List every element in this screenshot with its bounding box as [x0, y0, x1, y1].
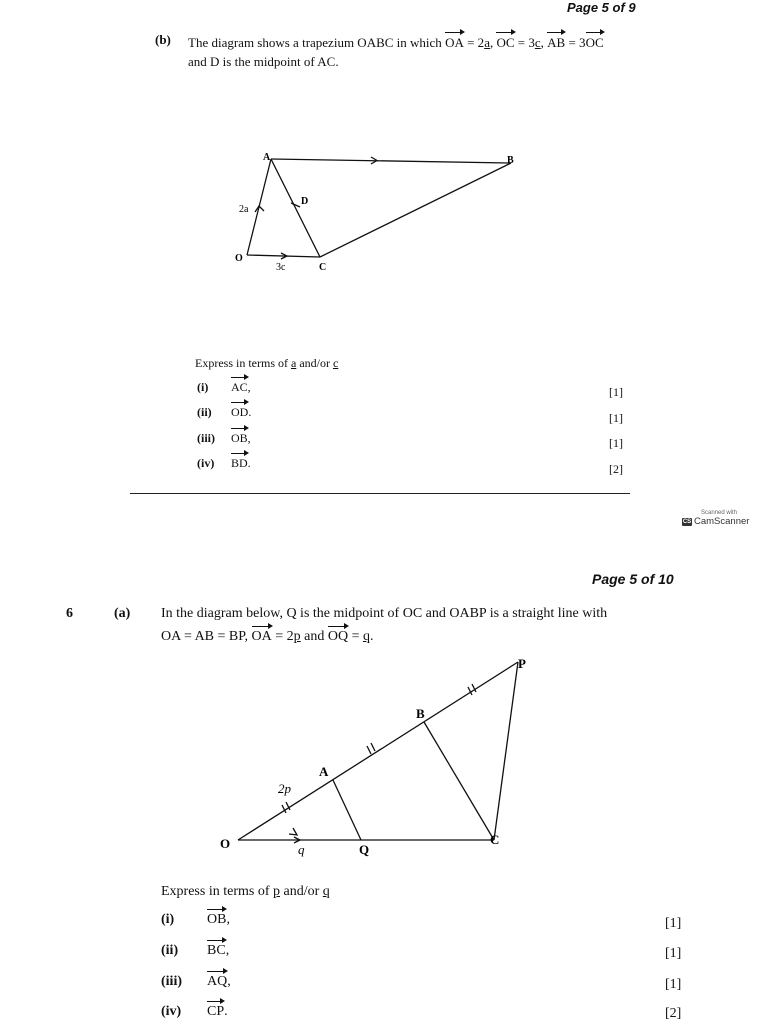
label-3c: 3c: [276, 262, 286, 273]
item-label: (iii): [197, 431, 215, 445]
express-instruction-1: [195, 356, 338, 371]
and-text: and: [304, 629, 325, 644]
vector-oa: OA: [445, 35, 464, 50]
part2-mark-iii: [1]: [665, 977, 682, 992]
label-o: O: [220, 836, 231, 851]
triangle-diagram: [212, 650, 542, 860]
part2-item-iv: [161, 1004, 228, 1020]
vector-ab: AB: [547, 35, 566, 50]
tick-ab-2: [371, 743, 375, 751]
item-vector: OD: [231, 405, 249, 419]
label-b: B: [507, 155, 514, 166]
question6-intro-line-2: OA = AB = BP, OA = 2p and OQ = q.: [161, 629, 374, 644]
page-label-top: Page 5 of 9: [567, 0, 636, 15]
label-2a: 2a: [239, 204, 249, 215]
item-label: (ii): [161, 943, 179, 958]
item-label: (iv): [197, 456, 215, 470]
item-label: (iii): [161, 974, 182, 989]
var-c: c: [534, 35, 541, 50]
label-c: C: [319, 262, 327, 273]
var-a: a: [484, 35, 490, 50]
label-q-vec: q: [298, 842, 305, 857]
part2-item-i: [161, 912, 230, 928]
item-suffix: ,: [227, 974, 231, 989]
line-ac: [271, 159, 320, 257]
trapezium-diagram: [225, 145, 525, 280]
page-divider: [130, 493, 630, 494]
item-suffix: .: [247, 456, 251, 470]
part1-mark-ii: [1]: [609, 411, 623, 425]
line-op: [238, 662, 518, 840]
arrow-oa: [255, 206, 264, 212]
eq-text: OA = AB = BP,: [161, 629, 248, 644]
item-suffix: ,: [226, 912, 230, 927]
express-var-q: q: [322, 884, 330, 899]
eq-text: = 2: [275, 629, 294, 644]
express-prefix: Express in terms of: [195, 356, 288, 370]
part2-mark-i: [1]: [665, 916, 682, 931]
watermark-line-2: [682, 516, 756, 527]
eq-text: = 3: [517, 35, 535, 50]
part1-mark-iv: [2]: [609, 462, 623, 476]
label-c: C: [490, 832, 500, 847]
express-var-c: c: [332, 356, 339, 370]
line-oc: [247, 255, 320, 257]
part1-item-iii: [197, 431, 251, 446]
camscanner-watermark: [682, 510, 756, 534]
express-prefix: Express in terms of: [161, 884, 270, 899]
var-p: p: [293, 629, 301, 644]
item-vector: OB: [231, 431, 248, 445]
item-vector: OB: [207, 912, 227, 927]
item-suffix: ,: [247, 380, 251, 394]
item-label: (i): [161, 912, 175, 927]
express-mid: and/or: [283, 884, 320, 899]
express-var-p: p: [272, 884, 280, 899]
camscanner-logo-icon: CS: [682, 518, 692, 525]
line-aq: [333, 780, 361, 840]
line-bc: [424, 722, 494, 840]
label-q: Q: [359, 842, 370, 857]
tick-ab-1: [367, 746, 371, 754]
line-pc: [494, 662, 518, 840]
part1-item-i: [197, 380, 251, 395]
line-ab: [271, 159, 511, 163]
item-suffix: .: [248, 405, 252, 419]
var-q: q: [363, 629, 370, 644]
part2-mark-iv: [2]: [665, 1006, 682, 1021]
vector-oa: OA: [251, 629, 272, 644]
eq-text: = 2: [467, 35, 485, 50]
watermark-brand: CamScanner: [694, 516, 750, 527]
question-label-b: (b): [155, 32, 171, 47]
item-label: (iv): [161, 1004, 182, 1019]
label-b: B: [416, 706, 425, 721]
watermark-line-1: Scanned with: [700, 510, 738, 516]
vector-oc-rhs: OC: [585, 35, 604, 50]
part2-mark-ii: [1]: [665, 946, 682, 961]
eq-text: = 3: [568, 35, 586, 50]
item-vector: BD: [231, 456, 248, 470]
label-d: D: [301, 196, 309, 207]
label-p: P: [518, 656, 526, 671]
eq-text: =: [351, 629, 360, 644]
line-cb: [320, 163, 511, 257]
part1-mark-iii: [1]: [609, 436, 623, 450]
item-suffix: ,: [225, 943, 230, 958]
vector-oc: OC: [496, 35, 515, 50]
question-number-6: 6: [66, 606, 73, 621]
item-vector: BC: [207, 943, 226, 958]
arrow-oa: [289, 828, 297, 835]
page-label-bottom: Page 5 of 10: [592, 571, 674, 587]
label-a: A: [263, 152, 271, 163]
express-var-a: a: [290, 356, 297, 370]
part1-item-iv: [197, 456, 251, 471]
express-instruction-2: [161, 884, 330, 900]
label-2p: 2p: [278, 781, 291, 796]
item-vector: AQ: [207, 974, 228, 989]
express-mid: and/or: [299, 356, 330, 370]
item-label: (i): [197, 380, 209, 394]
item-vector: AC: [231, 380, 248, 394]
question-label-a: (a): [114, 606, 131, 621]
question6-intro-line-1: In the diagram below, Q is the midpoint of OC and OABP is a straight line with: [161, 606, 608, 621]
label-o: O: [235, 253, 243, 264]
vector-oq: OQ: [327, 629, 349, 644]
question-intro-line-2: and D is the midpoint of AC.: [188, 54, 339, 69]
item-vector: CP: [207, 1004, 225, 1019]
part2-item-ii: [161, 943, 229, 959]
item-suffix: .: [224, 1004, 228, 1019]
tick-d: [291, 203, 300, 207]
part1-mark-i: [1]: [609, 385, 623, 399]
part1-item-ii: [197, 405, 251, 420]
item-label: (ii): [197, 405, 212, 419]
label-a: A: [319, 764, 329, 779]
part2-item-iii: [161, 974, 231, 990]
question-intro-line-1: The diagram shows a trapezium OABC in which OA = 2a, OC = 3c, AB = 3OC: [188, 35, 604, 50]
intro-text: The diagram shows a trapezium OABC in which: [188, 35, 442, 50]
item-suffix: ,: [247, 431, 251, 445]
